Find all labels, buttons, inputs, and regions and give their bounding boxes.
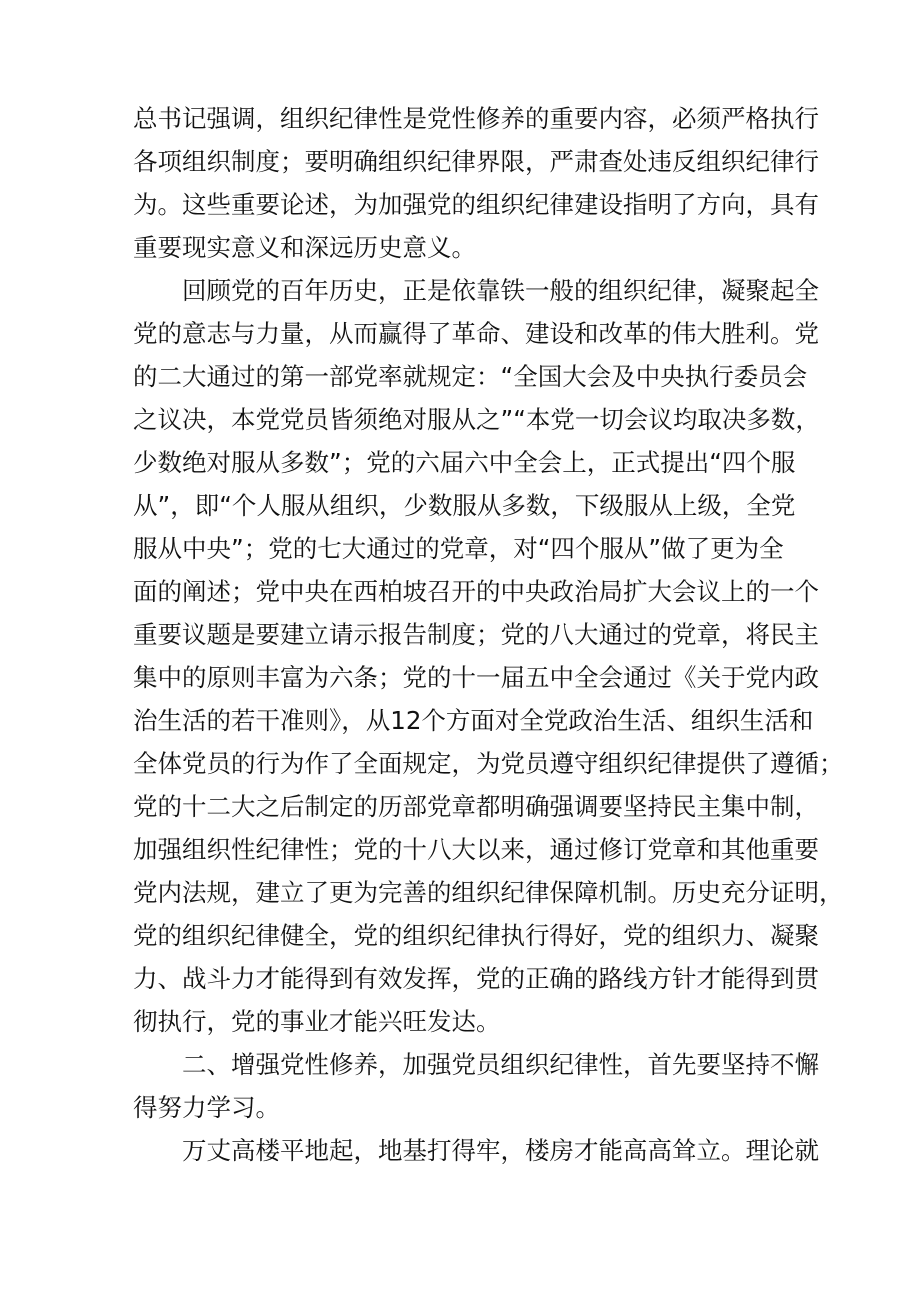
text-line: 力、战斗力才能得到有效发挥，党的正确的路线方针才能得到贯	[133, 964, 819, 993]
text-line: 各项组织制度；要明确组织纪律界限，严肃查处违反组织纪律行	[133, 147, 819, 176]
text-line: 从”，即“个人服从组织，少数服从多数，下级服从上级，全党	[133, 491, 796, 520]
text-line: 重要议题是要建立请示报告制度；党的八大通过的党章，将民主	[133, 620, 819, 649]
text-line: 集中的原则丰富为六条；党的十一届五中全会通过《关于党内政	[133, 663, 819, 692]
paragraph-2	[133, 269, 844, 1043]
text-line: 治生活的若干准则》，从12个方面对全党政治生活、组织生活和	[133, 706, 814, 735]
text-line: 重要现实意义和深远历史意义。	[133, 233, 476, 262]
text-line: 面的阐述；党中央在西柏坡召开的中央政治局扩大会议上的一个	[133, 577, 819, 606]
paragraph-1	[133, 97, 819, 269]
text-line: 得努力学习。	[133, 1093, 280, 1122]
text-line: 少数绝对服从多数”；党的六届六中全会上，正式提出“四个服	[133, 448, 796, 477]
text-line: 党的十二大之后制定的历部党章都明确强调要坚持民主集中制，	[133, 792, 819, 821]
section-heading	[133, 1043, 819, 1129]
text-line: 回顾党的百年历史，正是依靠铁一般的组织纪律，凝聚起全	[182, 276, 819, 305]
text-line: 彻执行，党的事业才能兴旺发达。	[133, 1007, 501, 1036]
paragraph-4	[133, 1129, 819, 1172]
text-line: 党的组织纪律健全，党的组织纪律执行得好，党的组织力、凝聚	[133, 921, 819, 950]
text-line: 二、增强党性修养，加强党员组织纪律性，首先要坚持不懈	[182, 1050, 819, 1079]
text-line: 服从中央”；党的七大通过的党章，对“四个服从”做了更为全	[133, 534, 784, 563]
text-line: 党内法规，建立了更为完善的组织纪律保障机制。历史充分证明，	[133, 878, 844, 907]
text-line: 为。这些重要论述，为加强党的组织纪律建设指明了方向，具有	[133, 190, 819, 219]
text-line: 总书记强调，组织纪律性是党性修养的重要内容，必须严格执行	[133, 104, 819, 133]
text-line: 的二大通过的第一部党率就规定：“全国大会及中央执行委员会	[133, 362, 808, 391]
text-line: 万丈高楼平地起，地基打得牢，楼房才能高高耸立。理论就	[182, 1136, 819, 1165]
text-line: 党的意志与力量，从而赢得了革命、建设和改革的伟大胜利。党	[133, 319, 819, 348]
text-line: 加强组织性纪律性；党的十八大以来，通过修订党章和其他重要	[133, 835, 819, 864]
document-body	[133, 97, 844, 1172]
text-line: 之议决，本党党员皆须绝对服从之”“本党一切会议均取决多数，	[133, 405, 820, 434]
text-line: 全体党员的行为作了全面规定，为党员遵守组织纪律提供了遵循；	[133, 749, 844, 778]
